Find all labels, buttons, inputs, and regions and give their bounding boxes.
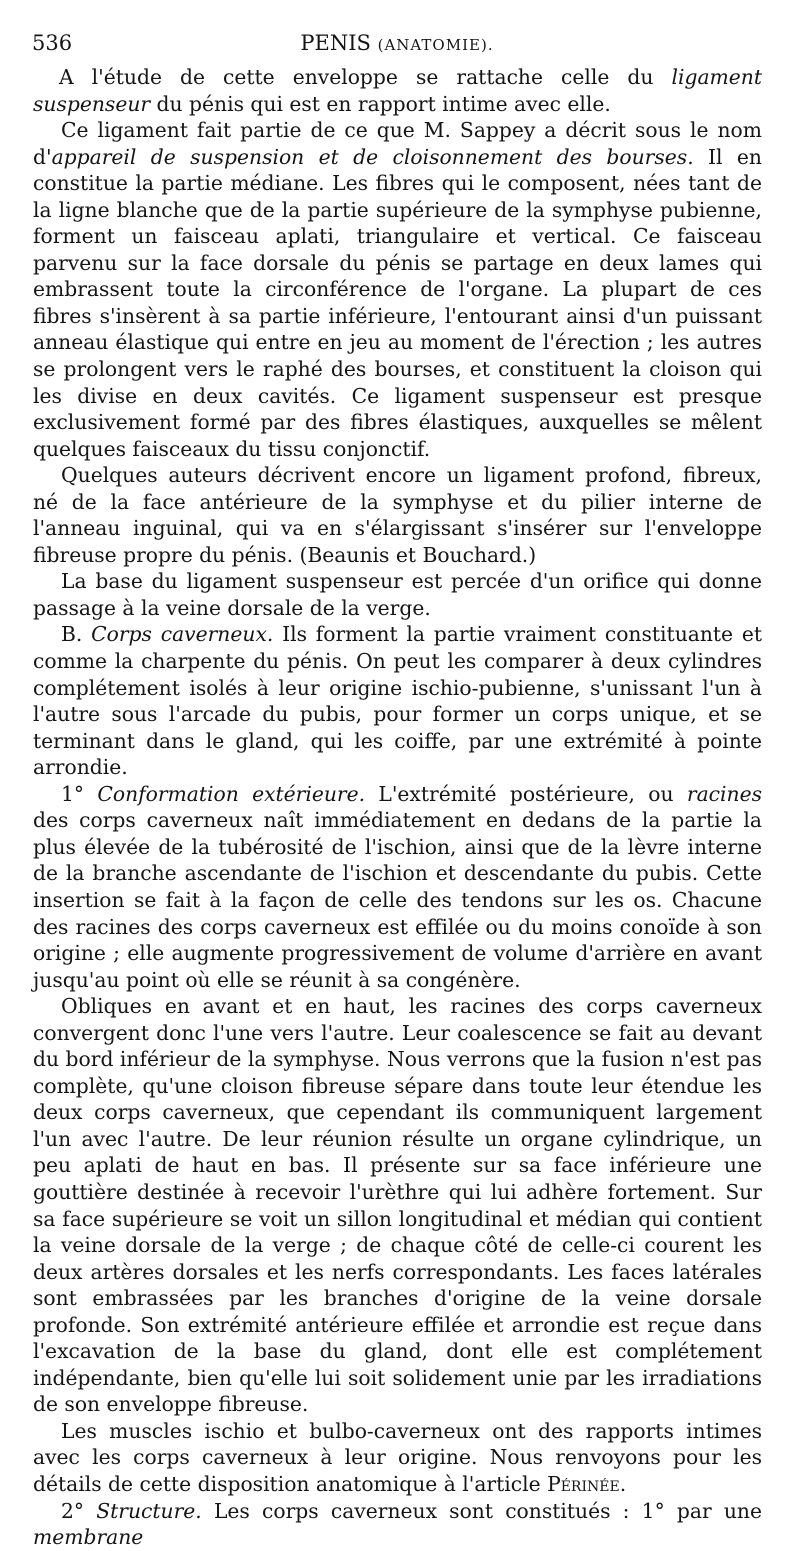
text-run: Ce ligament fait partie de ce que M. Sappey a décrit sous le nom d' [33,118,762,169]
italic-text: membrane [33,1525,144,1550]
italic-text: ligament suspenseur [33,65,762,116]
italic-text: Conformation extérieure. [97,781,366,806]
text-run: B. [61,622,92,647]
text-run: Les muscles ischio et bulbo-caverneux ont des rapports intimes avec les corps caverneux à leur origine. Nous renvoyons pour les détails de cette disposition anatomique à l'article [33,1418,762,1496]
running-title-main: PENIS [300,31,371,55]
text-run: des corps caverneux naît immédiatement en dedans de la partie la plus élevée de la tubérosité de l'ischion, ainsi que de la lèvre interne de la branche ascendante de l'ischion et descendante du pubis. Cette insertion se fait à la façon de celle des tendons sur les os. Chacune des racines des corps caverneux est effilée ou du moins conoïde à son origine ; elle augmente progressivement de volume d'arrière en avant jusqu'au point où elle se réunit à sa congénère. [33,808,762,992]
italic-text: Structure. [96,1498,202,1523]
paragraph [33,568,762,621]
body-text [33,64,762,1551]
paragraph [33,621,762,780]
text-run: du pénis qui est en rapport intime avec elle. [150,91,611,116]
paragraph [33,462,762,568]
text-run: Quelques auteurs décrivent encore un ligament profond, fibreux, né de la face antérieure de la symphyse et du pilier interne de l'anneau inguinal, qui va en s'élargissant s'insérer sur l'enveloppe fibreuse propre du pénis. (Beaunis et Bouchard.) [33,463,762,567]
page-number: 536 [32,31,73,55]
paragraph [33,64,762,117]
text-run: 1° [61,781,98,806]
text-run: Ils forment la partie vraiment constituante et comme la charpente du pénis. On peut les comparer à deux cylindres complétement isolés à leur origine ischio-pubienne, s'unissant l'un à l'autre sous l'arcade du pubis, pour former un corps unique, et se terminant dans le gland, qui les coiffe, par une extrémité à pointe arrondie. [33,622,762,780]
text-run: Les corps caverneux sont constitués : 1° par une [201,1498,762,1523]
italic-text: appareil de suspension et de cloisonnement des bourses. [51,144,694,169]
running-title-sub: (ANATOMIE). [377,36,494,54]
text-run: L'extrémité postérieure, ou [365,781,687,806]
paragraph [33,993,762,1418]
paragraph [33,1498,762,1551]
small-caps-text: Périnée [547,1471,620,1496]
running-title [32,28,762,60]
text-run: Il en constitue la partie médiane. Les fibres qui le composent, nées tant de la ligne blanche que de la partie supérieure de la symphyse pubienne, forment un faisceau aplati, triangulaire et vertical. Ce faisceau parvenu sur la face dorsale du pénis se partage en deux lames qui embrassent toute la circonférence de l'organe. La plupart de ces fibres s'insèrent à sa partie inférieure, l'entourant ainsi d'un puissant anneau élastique qui entre en jeu au moment de l'érection ; les autres se prolongent vers le raphé des bourses, et constituent la cloison qui les divise en deux cavités. Ce ligament suspenseur est presque exclusivement formé par des fibres élastiques, auxquelles se mêlent quelques faisceaux du tissu conjonctif. [33,144,762,461]
text-run: A l'étude de cette enveloppe se rattache celle du [59,65,672,89]
italic-text: Corps caverneux. [91,622,274,647]
text-run: Obliques en avant et en haut, les racines des corps caverneux convergent donc l'une vers l'autre. Leur coalescence se fait au devant du bord inférieur de la symphyse. Nous verrons que la fusion n'est pas complète, qu'une cloison fibreuse sépare dans toute leur étendue les deux corps caverneux, que cependant ils communiquent largement l'un avec l'autre. De leur réunion résulte un organe cylindrique, un peu aplati de haut en bas. Il présente sur sa face inférieure une gouttière destinée à recevoir l'urèthre qui lui adhère fortement. Sur sa face supérieure se voit un sillon longitudinal et médian qui contient la veine dorsale de la verge ; de chaque côté de celle-ci courent les deux artères dorsales et les nerfs correspondants. Les faces latérales sont embrassées par les branches d'origine de la veine dorsale profonde. Son extrémité antérieure effilée et arrondie est reçue dans l'excavation de la base du gland, dont elle est complétement indépendante, bien qu'elle lui soit solidement unie par les irradiations de son enveloppe fibreuse. [33,994,762,1417]
text-run: 2° [61,1498,97,1523]
paragraph [33,781,762,993]
paragraph [33,117,762,462]
text-run: . [619,1471,627,1496]
italic-text: racines [686,781,762,806]
paragraph [33,1418,762,1498]
page-header [32,28,762,58]
text-run: La base du ligament suspenseur est percée d'un orifice qui donne passage à la veine dorsale de la verge. [33,569,762,620]
